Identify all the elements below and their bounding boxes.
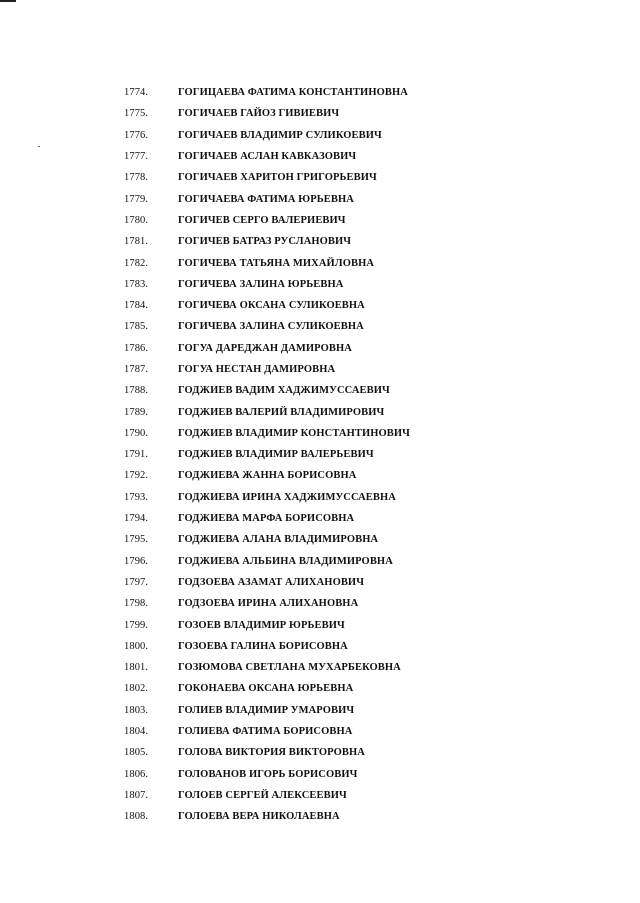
entry-name: ГОЗОЕВ ВЛАДИМИР ЮРЬЕВИЧ (178, 619, 345, 631)
entry-number: 1780. (124, 214, 149, 226)
entry-name: ГОЛИЕВ ВЛАДИМИР УМАРОВИЧ (178, 704, 355, 716)
list-item (124, 678, 604, 699)
entry-name: ГОГИЧАЕВА ФАТИМА ЮРЬЕВНА (178, 193, 354, 205)
entry-number: 1791. (124, 449, 149, 461)
list-item (124, 444, 604, 465)
list-item (124, 423, 604, 444)
list-item (124, 210, 604, 231)
entry-number: 1794. (124, 513, 149, 525)
list-item (124, 252, 604, 273)
list-item (124, 465, 604, 486)
list-item (124, 231, 604, 252)
entry-number: 1807. (124, 789, 149, 801)
entry-name: ГОГИЧЕВА ОКСАНА СУЛИКОЕВНА (178, 300, 365, 312)
list-item (124, 721, 604, 742)
entry-number: 1808. (124, 811, 149, 823)
list-item (124, 785, 604, 806)
list-item (124, 657, 604, 678)
entry-name: ГОГИЧАЕВ ГАЙОЗ ГИВИЕВИЧ (178, 108, 340, 120)
entry-number: 1786. (124, 342, 149, 354)
entry-name: ГОГИЧАЕВ ВЛАДИМИР СУЛИКОЕВИЧ (178, 129, 382, 141)
entry-name: ГОДЖИЕВ ВАДИМ ХАДЖИМУССАЕВИЧ (178, 385, 390, 397)
entry-number: 1801. (124, 662, 149, 674)
entry-number: 1778. (124, 172, 149, 184)
list-item (124, 401, 604, 422)
entry-name: ГОДЖИЕВА АЛАНА ВЛАДИМИРОВНА (178, 534, 379, 546)
list-item (124, 167, 604, 188)
list-item (124, 551, 604, 572)
entry-name: ГОДЖИЕВ ВЛАДИМИР ВАЛЕРЬЕВИЧ (178, 449, 374, 461)
scan-edge-mark (0, 0, 16, 2)
list-item (124, 316, 604, 337)
entry-name: ГОДЖИЕВА МАРФА БОРИСОВНА (178, 513, 355, 525)
entry-name: ГОГУА НЕСТАН ДАМИРОВНА (178, 364, 336, 375)
list-item (124, 636, 604, 657)
entry-number: 1805. (124, 747, 149, 759)
entry-name: ГОДЗОЕВА ИРИНА АЛИХАНОВНА (178, 598, 359, 610)
list-item (124, 742, 604, 763)
entry-name: ГОГИЦАЕВА ФАТИМА КОНСТАНТИНОВНА (178, 87, 408, 99)
list-item (124, 572, 604, 593)
list-item (124, 806, 604, 827)
scan-speck (38, 146, 40, 147)
entry-number: 1782. (124, 257, 149, 269)
list-item (124, 359, 604, 380)
list-item (124, 764, 604, 785)
entry-number: 1777. (124, 151, 149, 163)
entry-name: ГОДЖИЕВА АЛЬБИНА ВЛАДИМИРОВНА (178, 555, 393, 567)
entry-number: 1800. (124, 640, 149, 652)
list-item (124, 700, 604, 721)
entry-name: ГОЛОВА ВИКТОРИЯ ВИКТОРОВНА (178, 747, 365, 759)
list-item (124, 125, 604, 146)
entry-number: 1806. (124, 768, 149, 780)
entry-number: 1775. (124, 108, 149, 120)
entry-name: ГОГИЧЕВА ЗАЛИНА СУЛИКОЕВНА (178, 321, 364, 333)
entry-number: 1802. (124, 683, 149, 695)
entry-name: ГОЛОЕВА ВЕРА НИКОЛАЕВНА (178, 811, 340, 823)
entry-number: 1787. (124, 364, 149, 375)
list-item (124, 487, 604, 508)
entry-name: ГОГИЧЕВА ЗАЛИНА ЮРЬЕВНА (178, 278, 344, 290)
entry-number: 1781. (124, 236, 149, 248)
entry-name: ГОКОНАЕВА ОКСАНА ЮРЬЕВНА (178, 683, 354, 695)
entry-number: 1798. (124, 598, 149, 610)
entry-name: ГОДЖИЕВА ЖАННА БОРИСОВНА (178, 470, 357, 482)
entry-name: ГОЗЮМОВА СВЕТЛАНА МУХАРБЕКОВНА (178, 662, 401, 674)
entry-number: 1783. (124, 278, 149, 290)
entry-number: 1774. (124, 87, 149, 99)
list-item (124, 380, 604, 401)
list-item (124, 593, 604, 614)
list-item (124, 508, 604, 529)
entry-name: ГОГИЧАЕВ ХАРИТОН ГРИГОРЬЕВИЧ (178, 172, 377, 184)
entry-number: 1788. (124, 385, 149, 397)
list-item (124, 529, 604, 550)
entry-name: ГОГИЧАЕВ АСЛАН КАВКАЗОВИЧ (178, 151, 357, 163)
entry-number: 1792. (124, 470, 149, 482)
entry-name: ГОДЖИЕВ ВАЛЕРИЙ ВЛАДИМИРОВИЧ (178, 406, 385, 418)
list-item (124, 82, 604, 103)
entry-name: ГОДЗОЕВА АЗАМАТ АЛИХАНОВИЧ (178, 576, 365, 588)
entry-number: 1789. (124, 406, 149, 418)
name-list (124, 82, 604, 827)
entry-name: ГОГИЧЕВ СЕРГО ВАЛЕРИЕВИЧ (178, 214, 346, 226)
entry-number: 1799. (124, 619, 149, 631)
entry-number: 1776. (124, 129, 149, 141)
entry-number: 1785. (124, 321, 149, 333)
entry-number: 1795. (124, 534, 149, 546)
entry-name: ГОЛИЕВА ФАТИМА БОРИСОВНА (178, 726, 353, 738)
entry-number: 1779. (124, 193, 149, 205)
entry-number: 1804. (124, 726, 149, 738)
entry-number: 1796. (124, 555, 149, 567)
entry-number: 1784. (124, 300, 149, 312)
list-item (124, 295, 604, 316)
list-item (124, 338, 604, 359)
entry-name: ГОГУА ДАРЕДЖАН ДАМИРОВНА (178, 342, 352, 354)
entry-name: ГОДЖИЕВА ИРИНА ХАДЖИМУССАЕВНА (178, 491, 396, 503)
entry-number: 1790. (124, 427, 149, 439)
entry-name: ГОЛОЕВ СЕРГЕЙ АЛЕКСЕЕВИЧ (178, 789, 347, 801)
entry-name: ГОГИЧЕВА ТАТЬЯНА МИХАЙЛОВНА (178, 257, 375, 269)
entry-number: 1793. (124, 491, 149, 503)
entry-name: ГОЛОВАНОВ ИГОРЬ БОРИСОВИЧ (178, 768, 358, 780)
entry-number: 1803. (124, 704, 149, 716)
list-item (124, 103, 604, 124)
list-item (124, 274, 604, 295)
list-item (124, 188, 604, 209)
list-item (124, 614, 604, 635)
list-item (124, 146, 604, 167)
entry-number: 1797. (124, 576, 149, 588)
entry-name: ГОГИЧЕВ БАТРАЗ РУСЛАНОВИЧ (178, 236, 352, 248)
entry-name: ГОЗОЕВА ГАЛИНА БОРИСОВНА (178, 640, 348, 652)
entry-name: ГОДЖИЕВ ВЛАДИМИР КОНСТАНТИНОВИЧ (178, 427, 410, 439)
